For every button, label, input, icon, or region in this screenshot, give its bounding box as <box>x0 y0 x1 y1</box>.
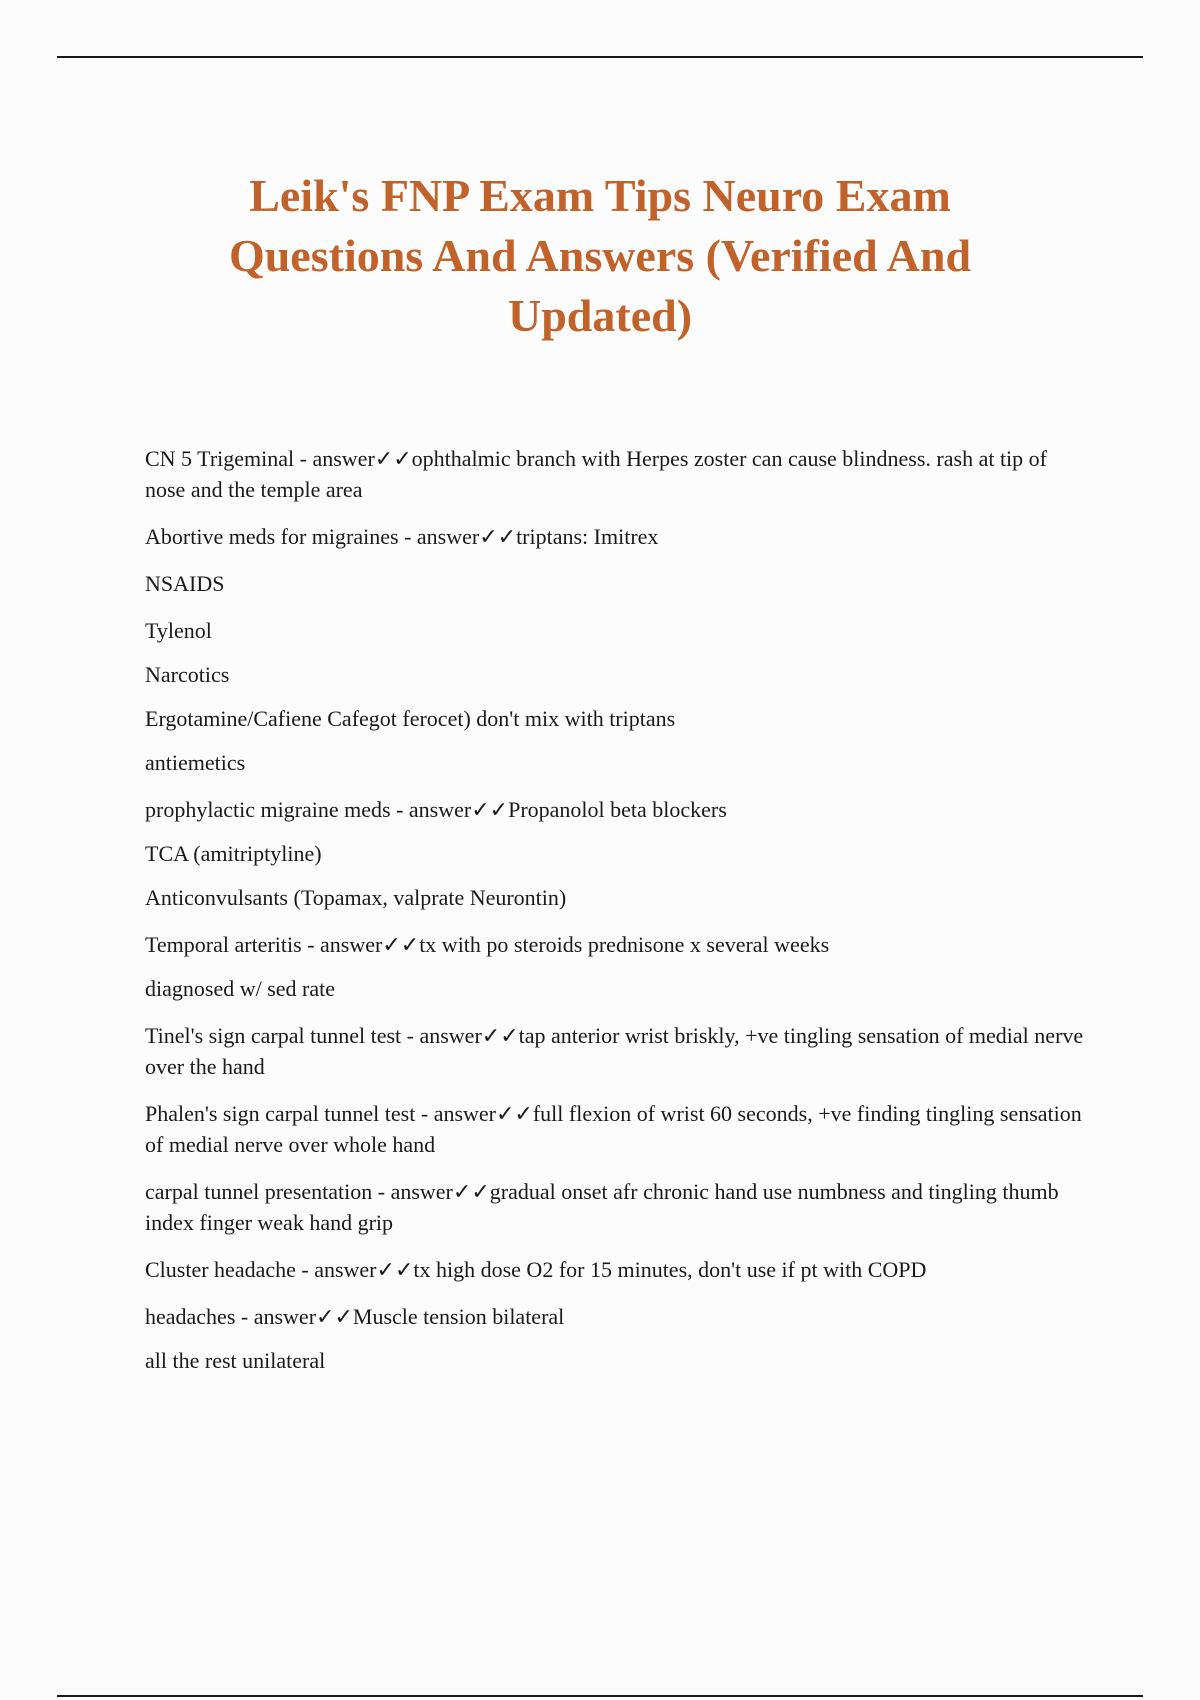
entry-term: Tinel's sign carpal tunnel test <box>145 1023 402 1048</box>
entry-term: Cluster headache <box>145 1257 296 1282</box>
answer-marker: answer✓✓ <box>314 1257 414 1282</box>
answer-marker: answer✓✓ <box>433 1101 533 1126</box>
answer-marker: answer✓✓ <box>416 524 517 549</box>
answer-marker: answer✓✓ <box>390 1179 490 1204</box>
entry-term: Temporal arteritis <box>145 932 302 957</box>
qa-entry: Temporal arteritis - answer✓✓tx with po steroids prednisone x several weeks <box>145 932 830 957</box>
qa-entry: Cluster headache - answer✓✓tx high dose O2 for 15 minutes, don't use if pt with COPD <box>145 1257 927 1282</box>
entry-term: headaches <box>145 1304 236 1329</box>
text-line: Anticonvulsants (Topamax, valprate Neurontin) <box>145 885 567 910</box>
entry-answer: full flexion of wrist 60 seconds, +ve finding tingling sensation of medial nerve over whole hand <box>145 1101 1082 1157</box>
qa-entry: prophylactic migraine meds - answer✓✓Propanolol beta blockers <box>145 797 727 822</box>
entry-answer: tx with po steroids prednisone x several weeks <box>419 932 830 957</box>
document-body <box>145 443 1085 1392</box>
entry-term: carpal tunnel presentation <box>145 1179 373 1204</box>
answer-marker: answer✓✓ <box>312 446 412 471</box>
qa-entry: Abortive meds for migraines - answer✓✓triptans: Imitrex <box>145 524 659 549</box>
text-line: NSAIDS <box>145 571 225 596</box>
answer-marker: answer✓✓ <box>419 1023 519 1048</box>
qa-entry: headaches - answer✓✓Muscle tension bilateral <box>145 1304 565 1329</box>
qa-entry: Phalen's sign carpal tunnel test - answer✓✓full flexion of wrist 60 seconds, +ve finding tingling sensation of medial nerve over whole hand <box>145 1101 1082 1157</box>
entry-term: CN 5 Trigeminal <box>145 446 295 471</box>
entry-answer: Muscle tension bilateral <box>352 1304 565 1329</box>
entry-answer: ophthalmic branch with Herpes zoster can cause blindness. rash at tip of nose and the temple area <box>145 446 1047 502</box>
document-title: Leik's FNP Exam Tips Neuro Exam Questions And Answers (Verified And Updated) <box>228 170 972 341</box>
entry-answer: gradual onset afr chronic hand use numbness and tingling thumb index finger weak hand grip <box>145 1179 1059 1235</box>
text-line: Narcotics <box>145 662 230 687</box>
text-line: Tylenol <box>145 618 212 643</box>
text-line: diagnosed w/ sed rate <box>145 976 335 1001</box>
text-line: Ergotamine/Cafiene Cafegot ferocet) don't mix with triptans <box>145 706 676 731</box>
qa-entry: CN 5 Trigeminal - answer✓✓ophthalmic branch with Herpes zoster can cause blindness. rash at tip of nose and the temple area <box>145 446 1047 502</box>
bottom-rule <box>57 1695 1143 1697</box>
text-line: antiemetics <box>145 750 246 775</box>
answer-marker: answer✓✓ <box>320 932 420 957</box>
text-line: all the rest unilateral <box>145 1348 326 1373</box>
text-line: TCA (amitriptyline) <box>145 841 322 866</box>
answer-marker: answer✓✓ <box>253 1304 353 1329</box>
qa-entry: carpal tunnel presentation - answer✓✓gradual onset afr chronic hand use numbness and tingling thumb index finger weak hand grip <box>145 1179 1059 1235</box>
qa-entry: Tinel's sign carpal tunnel test - answer✓✓tap anterior wrist briskly, +ve tingling sensation of medial nerve over the hand <box>145 1023 1084 1079</box>
entry-term: prophylactic migraine meds <box>145 797 391 822</box>
top-rule <box>57 56 1143 58</box>
entry-term: Phalen's sign carpal tunnel test <box>145 1101 416 1126</box>
entry-answer: tap anterior wrist briskly, +ve tingling sensation of medial nerve over the hand <box>145 1023 1084 1079</box>
entry-term: Abortive meds for migraines <box>145 524 399 549</box>
entry-answer: tx high dose O2 for 15 minutes, don't use if pt with COPD <box>413 1257 927 1282</box>
entry-answer: Propanolol beta blockers <box>508 797 727 822</box>
answer-marker: answer✓✓ <box>408 797 509 822</box>
entry-answer: triptans: Imitrex <box>516 524 659 549</box>
